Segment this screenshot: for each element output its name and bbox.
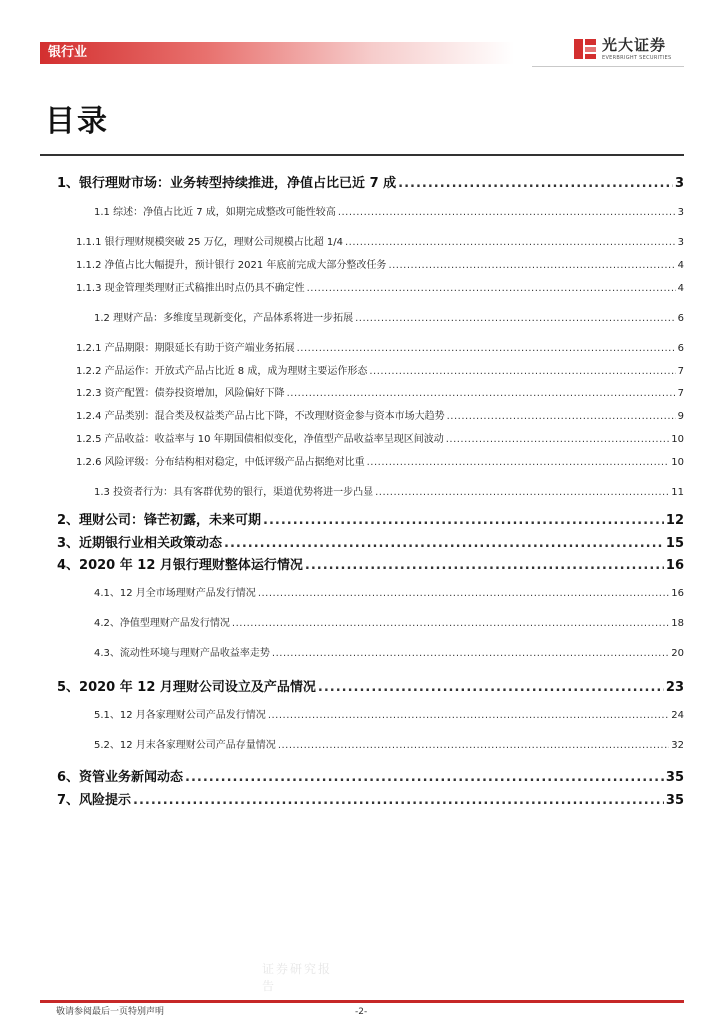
toc-entry[interactable] [94,309,684,324]
footer-page-number: -2- [355,1007,368,1017]
toc-leader-dots [232,618,669,629]
watermark-text: 证券研究报告 [262,962,333,993]
toc-entry-page: 32 [671,740,684,751]
toc-entry[interactable] [57,509,684,528]
toc-leader-dots [278,740,669,751]
toc-entry-page: 12 [665,513,684,528]
toc-entry-title: 1.2 理财产品：多维度呈现新变化，产品体系将进一步拓展 [94,313,354,324]
toc-entry[interactable] [76,430,684,445]
toc-leader-dots [398,176,673,191]
toc-entry-title: 7、风险提示 [57,793,132,808]
toc-entry-title: 4.2、净值型理财产品发行情况 [94,618,230,629]
toc-entry-title: 1.2.5 产品收益：收益率与 10 年期国债相似变化，净值型产品收益率呈现区间波动 [76,434,444,445]
toc-entry[interactable] [94,644,684,659]
toc-entry[interactable] [57,554,684,573]
toc-entry-page: 20 [671,648,684,659]
footer-disclaimer: 敬请参阅最后一页特别声明 [56,1007,165,1017]
toc-leader-dots [185,770,664,785]
toc-entry[interactable] [76,384,684,399]
toc-entry-page: 4 [677,283,684,294]
toc-leader-dots [263,513,664,528]
toc-entry-page: 15 [665,536,684,551]
toc-entry[interactable] [76,279,684,294]
toc-leader-dots [367,457,670,468]
toc-entry-title: 1.2.4 产品类别：混合类及权益类产品占比下降，不改理财资金参与资本市场大趋势 [76,411,445,422]
toc-leader-dots [307,283,676,294]
toc-leader-dots [268,710,669,721]
toc-leader-dots [447,411,676,422]
toc-leader-dots [369,366,675,377]
toc-leader-dots [345,237,676,248]
toc-entry-title: 6、资管业务新闻动态 [57,770,184,785]
toc-entry[interactable] [94,483,684,498]
toc-entry-page: 16 [671,588,684,599]
toc-leader-dots [133,793,664,808]
toc-entry-page: 6 [677,313,684,324]
toc-leader-dots [375,487,669,498]
toc-entry[interactable] [76,362,684,377]
toc-entry-page: 16 [665,558,684,573]
toc-entry-page: 10 [671,457,684,468]
toc-entry-title: 1.1.2 净值占比大幅提升，预计银行 2021 年底前完成大部分整改任务 [76,260,387,271]
toc-entry[interactable] [76,233,684,248]
toc-entry-title: 1、银行理财市场：业务转型持续推进，净值占比已近 7 成 [57,176,397,191]
toc-entry[interactable] [57,172,684,191]
toc-leader-dots [305,558,664,573]
toc-entry-title: 4.3、流动性环境与理财产品收益率走势 [94,648,270,659]
toc-entry-title: 2、理财公司：锋芒初露，未来可期 [57,513,262,528]
toc-entry[interactable] [94,203,684,218]
toc-entry-page: 7 [677,388,684,399]
toc-entry[interactable] [57,789,684,808]
toc-entry-page: 18 [671,618,684,629]
toc-entry-title: 1.2.6 风险评级：分布结构相对稳定，中低评级产品占据绝对比重 [76,457,365,468]
toc-entry-page: 6 [677,343,684,354]
toc-entry[interactable] [76,339,684,354]
toc-entry[interactable] [94,736,684,751]
toc-entry[interactable] [57,532,684,551]
toc-leader-dots [297,343,676,354]
toc-entry-page: 9 [677,411,684,422]
toc-entry[interactable] [94,584,684,599]
toc-entry-page: 3 [674,176,684,191]
toc-entry[interactable] [76,256,684,271]
toc-entry-page: 3 [677,237,684,248]
toc-entry[interactable] [94,706,684,721]
toc-leader-dots [338,207,676,218]
toc-leader-dots [355,313,676,324]
toc-entry-title: 1.1 综述：净值占比近 7 成，如期完成整改可能性较高 [94,207,336,218]
toc-entry-page: 24 [671,710,684,721]
page-title: 目录 [45,104,109,139]
toc-entry-page: 11 [671,487,684,498]
toc-entry[interactable] [94,614,684,629]
section-label: 银行业 [48,45,88,60]
toc-entry-page: 10 [671,434,684,445]
toc-entry-title: 5.1、12 月各家理财公司产品发行情况 [94,710,266,721]
toc-leader-dots [446,434,670,445]
logo-name-en: EVERBRIGHT SECURITIES [602,55,672,61]
toc-entry-title: 1.2.2 产品运作：开放式产品占比近 8 成，成为理财主要运作形态 [76,366,368,377]
toc-entry-page: 35 [665,793,684,808]
toc-entry-title: 4.1、12 月全市场理财产品发行情况 [94,588,256,599]
toc-entry[interactable] [57,676,684,695]
toc-entry-title: 1.2.3 资产配置：债券投资增加，风险偏好下降 [76,388,285,399]
toc-entry[interactable] [76,453,684,468]
toc-leader-dots [224,536,664,551]
toc-entry[interactable] [57,766,684,785]
toc-entry-title: 5.2、12 月末各家理财公司产品存量情况 [94,740,276,751]
toc-leader-dots [287,388,676,399]
toc-entry-page: 35 [665,770,684,785]
toc-entry-title: 1.1.1 银行理财规模突破 25 万亿，理财公司规模占比超 1/4 [76,237,343,248]
toc-entry-title: 3、近期银行业相关政策动态 [57,536,223,551]
toc-leader-dots [258,588,669,599]
toc-entry-page: 23 [665,680,684,695]
toc-entry-title: 5、2020 年 12 月理财公司设立及产品情况 [57,680,316,695]
footer-rule [40,1000,684,1003]
toc-entry-title: 4、2020 年 12 月银行理财整体运行情况 [57,558,303,573]
toc-leader-dots [388,260,675,271]
toc-entry[interactable] [76,407,684,422]
toc-entry-page: 3 [677,207,684,218]
toc-entry-title: 1.3 投资者行为：具有客群优势的银行，渠道优势将进一步凸显 [94,487,374,498]
toc-leader-dots [318,680,664,695]
logo-name-cn: 光大证券 [602,36,667,54]
toc-leader-dots [272,648,669,659]
toc-entry-page: 7 [677,366,684,377]
toc-entry-title: 1.2.1 产品期限：期限延长有助于资产端业务拓展 [76,343,295,354]
toc-entry-page: 4 [677,260,684,271]
toc-entry-title: 1.1.3 现金管理类理财正式稿推出时点仍具不确定性 [76,283,305,294]
